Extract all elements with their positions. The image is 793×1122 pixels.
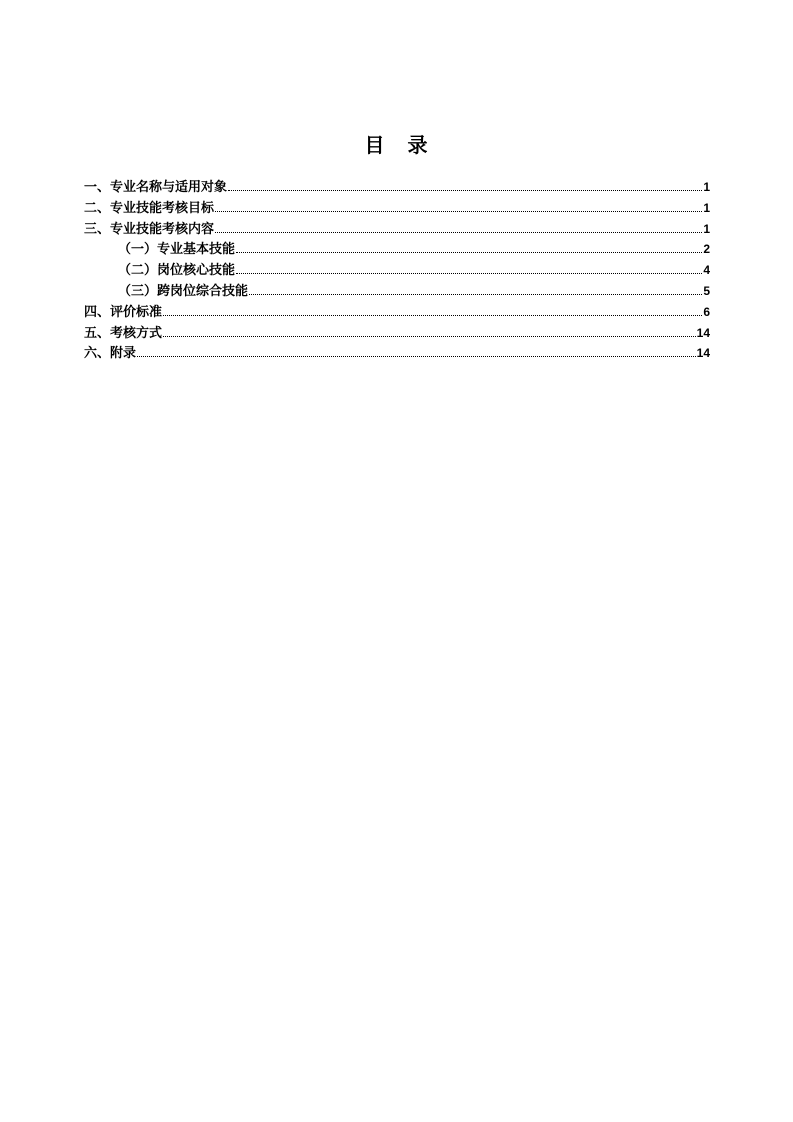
toc-dot-leader — [215, 232, 702, 233]
toc-entry-evaluation-criteria[interactable] — [84, 302, 710, 323]
toc-entry-assessment-method[interactable] — [84, 323, 710, 344]
toc-entry-label: 四、评价标准 — [84, 304, 163, 320]
toc-title — [0, 131, 793, 159]
toc-entry-application-scope[interactable] — [84, 177, 710, 198]
toc-entry-assessment-goals[interactable] — [84, 198, 710, 219]
toc-dot-leader — [163, 336, 696, 337]
toc-dot-leader — [215, 211, 702, 212]
toc-entry-label: （二）岗位核心技能 — [118, 263, 236, 279]
toc-dot-leader — [228, 190, 702, 191]
toc-entry-page-number: 14 — [696, 325, 710, 340]
toc-entry-label: 六、附录 — [84, 346, 137, 362]
toc-entry-appendix[interactable] — [84, 343, 710, 364]
toc-subentry-core-skills[interactable] — [84, 260, 710, 281]
toc-entry-page-number: 5 — [703, 283, 710, 298]
toc-entry-page-number: 1 — [703, 221, 710, 236]
toc-entry-page-number: 4 — [703, 263, 710, 278]
toc-dot-leader — [137, 356, 696, 357]
toc-subentry-comprehensive-skills[interactable] — [84, 281, 710, 302]
toc-entry-label: （一）专业基本技能 — [118, 242, 236, 258]
toc-dot-leader — [163, 315, 702, 316]
toc-entry-label: 一、专业名称与适用对象 — [84, 180, 228, 195]
toc-list — [84, 177, 710, 364]
toc-entry-label: 三、专业技能考核内容 — [84, 221, 215, 237]
toc-entry-page-number: 1 — [703, 180, 710, 194]
toc-subentry-basic-skills[interactable] — [84, 239, 710, 260]
toc-dot-leader — [236, 252, 702, 253]
toc-entry-page-number: 14 — [696, 346, 710, 361]
toc-entry-label: 五、考核方式 — [84, 325, 163, 341]
toc-dot-leader — [236, 273, 702, 274]
toc-entry-page-number: 6 — [703, 304, 710, 319]
toc-entry-page-number: 2 — [703, 242, 710, 257]
toc-title-char-1: 目 — [364, 133, 386, 157]
toc-entry-label: 二、专业技能考核目标 — [84, 200, 215, 216]
toc-entry-label: （三）跨岗位综合技能 — [118, 283, 249, 299]
toc-title-char-2: 录 — [407, 133, 429, 157]
toc-entry-assessment-content[interactable] — [84, 219, 710, 240]
toc-dot-leader — [249, 294, 702, 295]
toc-entry-page-number: 1 — [703, 200, 710, 215]
